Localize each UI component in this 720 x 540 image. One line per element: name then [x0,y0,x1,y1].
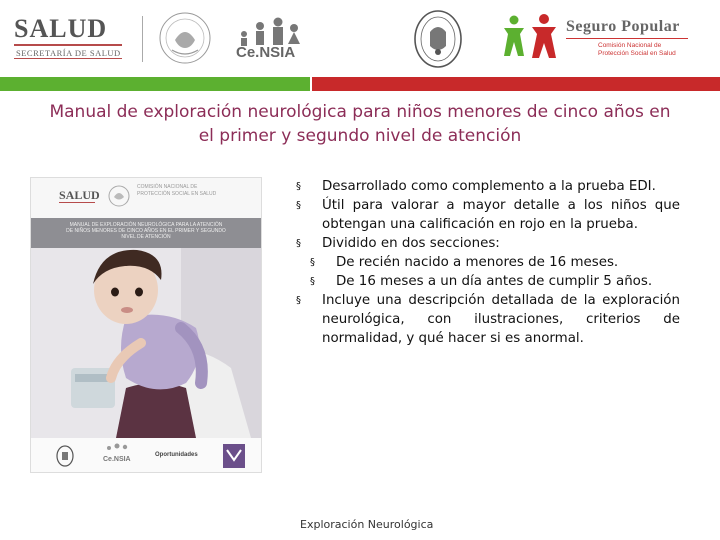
seguro-popular-subtitle-line: Comisión Nacional de [598,42,662,49]
bullet-text: Dividido en dos secciones: [322,236,500,251]
bullet-text: Útil para valorar a mayor detalle a los niños que obtengan una calificación en rojo en la prueba. [322,198,680,232]
seguro-popular-rule [566,38,688,39]
bullet-marker: § [296,295,301,306]
slide-footer: Exploración Neurológica [300,518,434,531]
salud-logo-rule [14,44,122,46]
slide-title-line: Manual de exploración neurológica para niños menores de cinco años en [49,102,671,122]
manual-cover-image [30,177,262,473]
bullet-text: De 16 meses a un día antes de cumplir 5 años. [336,274,653,289]
bullet-item [290,234,680,253]
seguro-popular-subtitle [598,42,676,58]
bullet-text: Desarrollado como complemento a la prueba EDI. [322,179,656,194]
cover-org-line: COMISIÓN NACIONAL DE [137,184,198,190]
cover-org-line: PROTECCIÓN SOCIAL EN SALUD [137,191,217,197]
salud-logo [12,14,138,60]
salud-logo-rule-bottom [14,58,122,59]
cover-footer-family-icon [103,442,133,456]
seguro-popular-logo-text: Seguro Popular [566,18,680,35]
bullet-marker: § [296,200,301,211]
bullet-text: De recién nacido a menores de 16 meses. [336,255,619,270]
salud-logo-subtitle: SECRETARÍA DE SALUD [16,48,121,58]
sub-bullet-item [290,253,680,272]
cover-seal-icon [107,184,131,208]
cover-title [51,222,241,240]
censia-logo-text: Ce.NSIA [236,44,296,61]
baby-photo [31,248,261,438]
bullet-marker: § [310,257,315,268]
cover-footer-seguro-icon [223,444,245,468]
cover-salud-text: SALUD [59,188,100,202]
mexico-seal-icon [150,10,220,66]
cover-footer-oportunidades-text: Oportunidades [155,452,198,458]
salud-logo-text: SALUD [14,14,108,43]
cover-title-line: NIVEL DE ATENCIÓN [121,234,171,240]
cover-title-banner [31,218,261,248]
bullet-text: Incluye una descripción detallada de la exploración neurológica, con ilustraciones, criterios de normalidad, y qué hacer si es anormal. [322,293,680,346]
slide-title [40,100,680,148]
cover-salud-rule [59,202,95,203]
bullet-marker: § [296,238,301,249]
red-header-band [312,77,720,91]
cover-header [31,178,261,218]
bullet-marker: § [296,181,301,192]
seguro-popular-figures-icon [500,14,562,60]
cover-footer-seal-icon [55,444,75,468]
cover-footer-censia-text: Ce.NSIA [103,456,131,463]
cover-footer-logos [31,438,261,472]
bullet-marker: § [310,276,315,287]
seguro-popular-subtitle-line: Protección Social en Salud [598,50,676,57]
slide-title-line: el primer y segundo nivel de atención [198,126,522,146]
bullet-item [290,196,680,234]
green-header-band [0,77,310,91]
sub-bullet-item [290,272,680,291]
institutional-seal-icon [412,8,464,70]
bullet-item [290,291,680,348]
cover-title-line: DE NIÑOS MENORES DE CINCO AÑOS EN EL PRIMER Y SEGUNDO [66,228,226,234]
header-divider [142,16,143,62]
bullet-item [290,177,680,196]
cover-org [137,184,216,198]
bullet-list [290,177,680,348]
cover-title-line: MANUAL DE EXPLORACIÓN NEUROLÓGICA PARA LA ATENCIÓN [69,222,223,228]
